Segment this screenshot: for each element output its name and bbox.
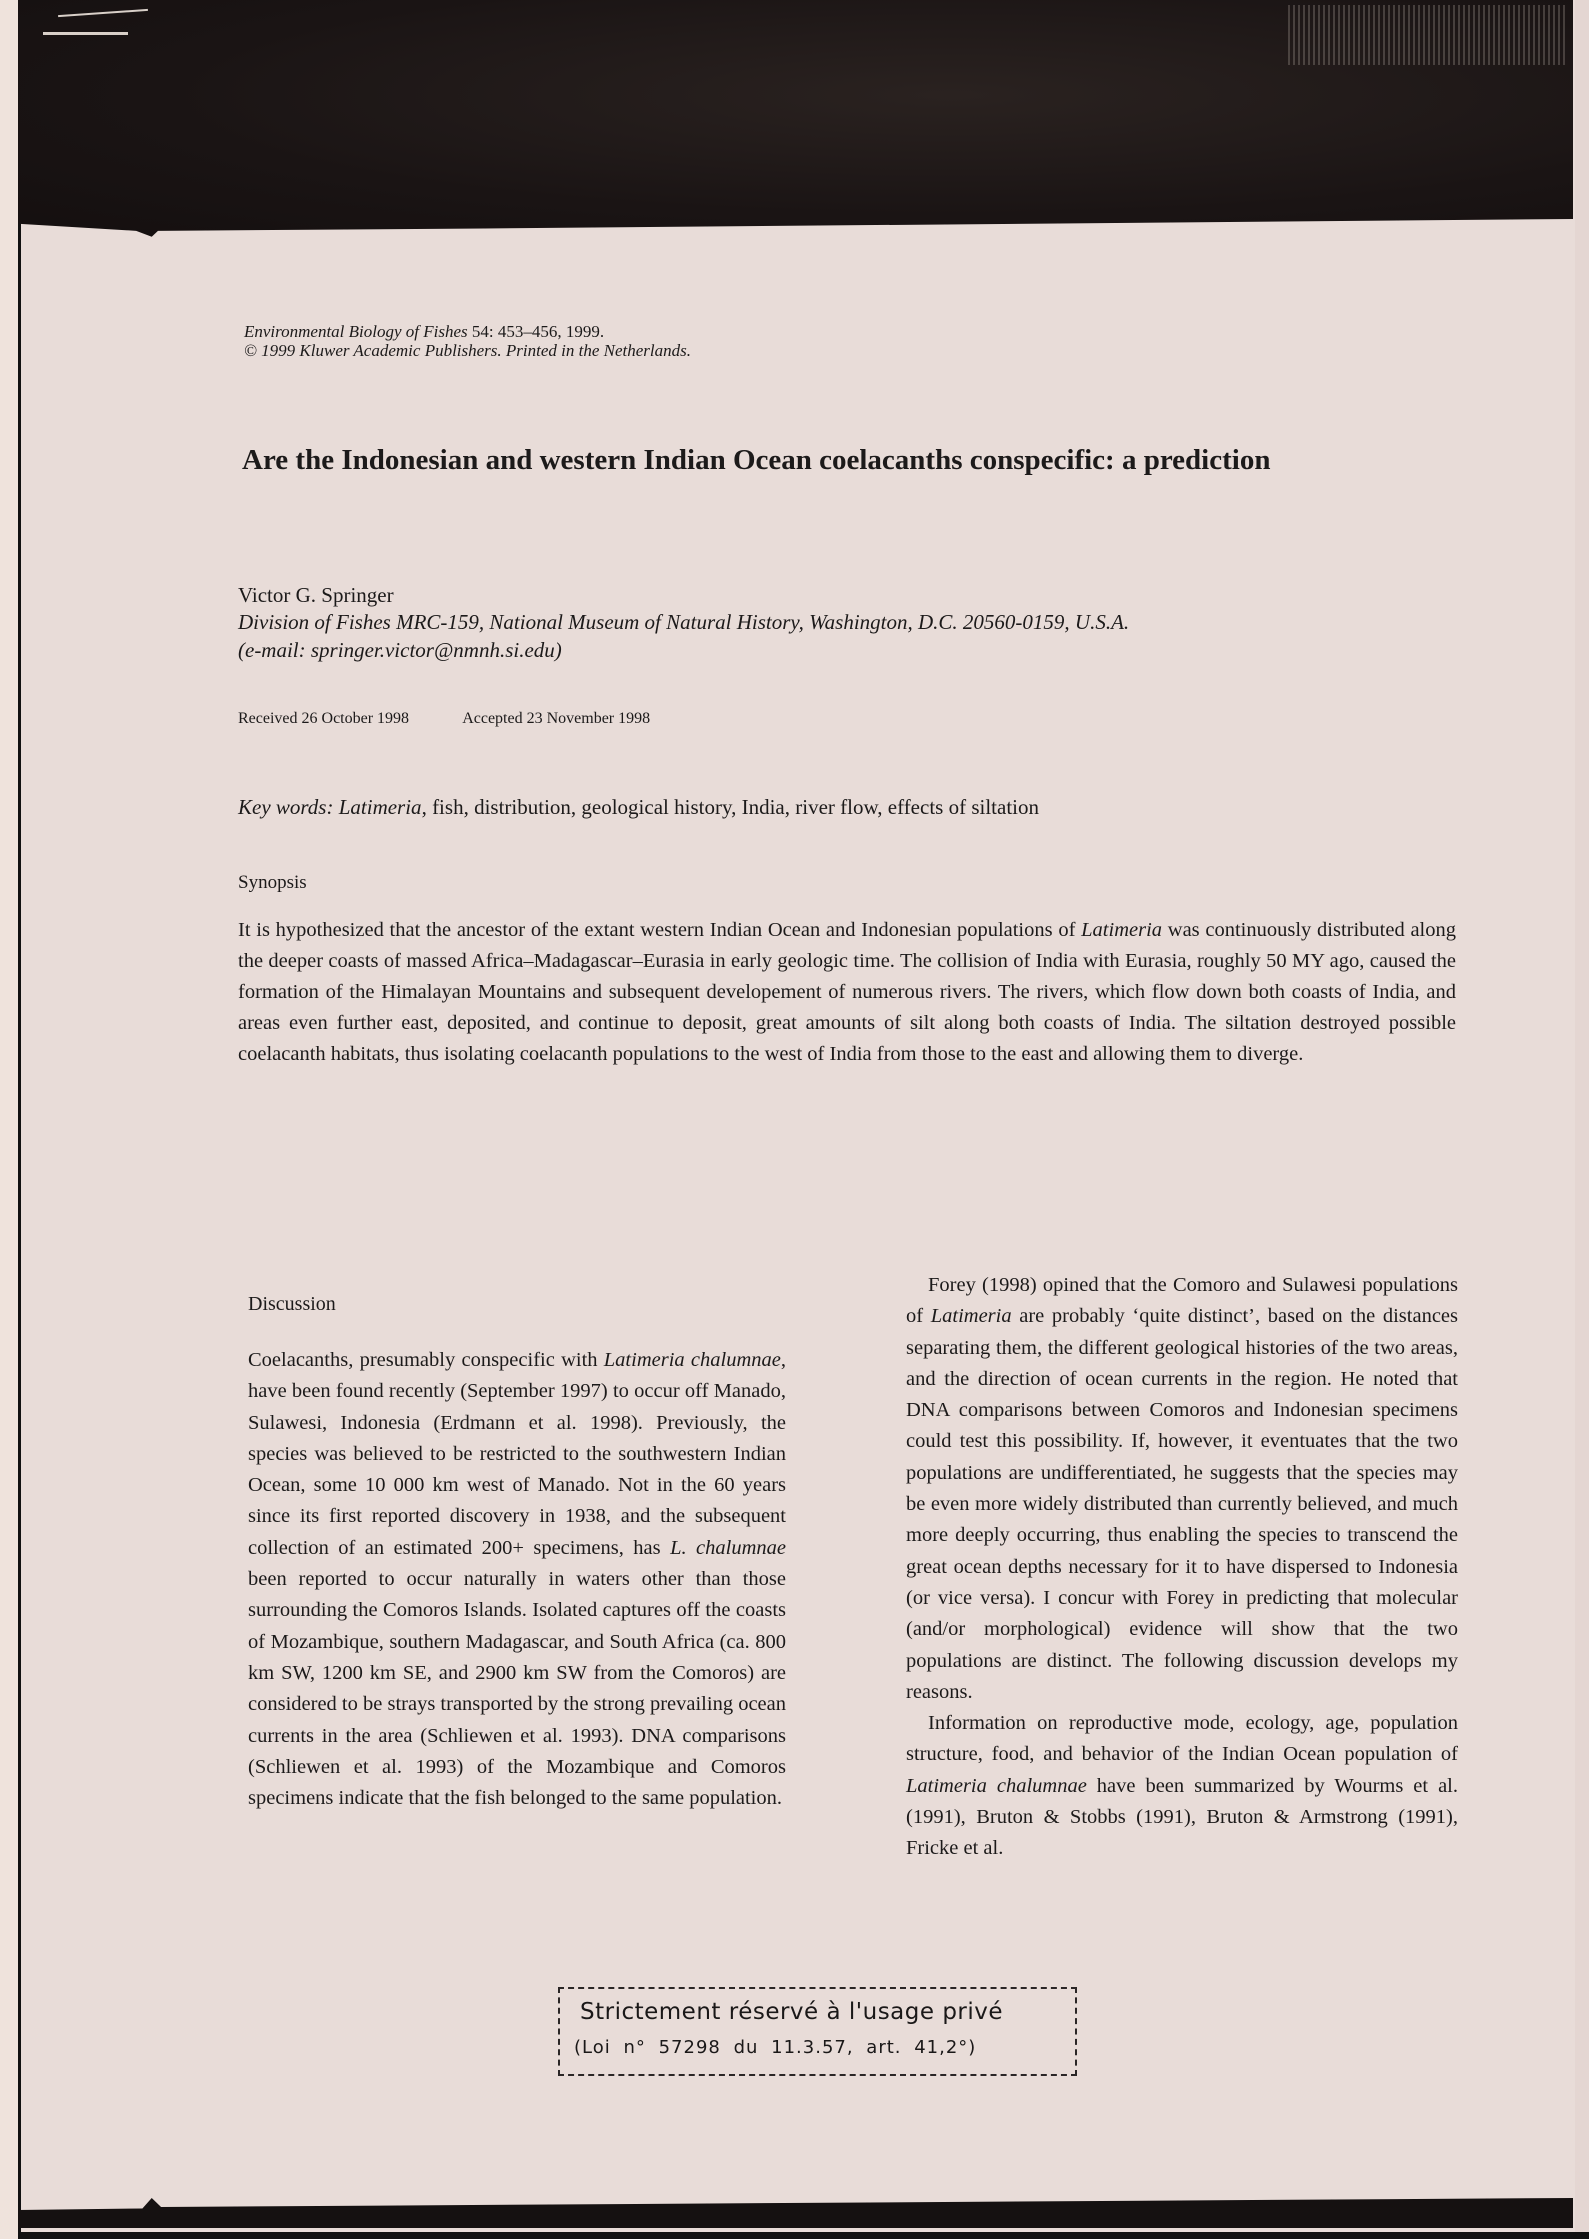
discussion-heading: Discussion: [248, 1293, 336, 1315]
accepted-date: Accepted 23 November 1998: [462, 710, 651, 727]
author-email: (e-mail: springer.victor@nmnh.si.edu): [238, 638, 562, 662]
synopsis-heading: Synopsis: [238, 872, 307, 893]
discussion-column-right: [906, 1270, 1458, 1865]
author-name: Victor G. Springer: [238, 583, 394, 607]
library-stamp: [558, 1987, 1077, 2076]
keywords-list: , fish, distribution, geological history, India, river flow, effects of siltation: [421, 795, 1039, 819]
paragraph: Forey (1998) opined that the Comoro and Sulawesi populations of Latimeria are probably ‘quite distinct’, based on the distances separating them, the different geological histories of the two areas, and the direction of ocean currents in the region. He noted that DNA comparisons between Comoros and Indonesian specimens could test this possibility. If, however, it eventuates that the two populations are undifferentiated, he suggests that the species may be even more widely distributed than currently believed, and much more deeply occurring, thus enabling the species to transcend the great ocean depths necessary for it to have dispersed to Indonesia (or vice versa). I concur with Forey in predicting that molecular (and/or morphological) evidence will show that the two populations are distinct. The following discussion develops my reasons.: [906, 1274, 1459, 1703]
stamp-line-2: (Loi n° 57298 du 11.3.57, art. 41,2°): [574, 2037, 977, 2058]
journal-citation: Environmental Biology of Fishes 54: 453–456, 1999.: [244, 322, 605, 341]
article-dates: [238, 710, 700, 728]
keywords-genus: Latimeria: [338, 795, 422, 819]
keywords: [238, 795, 1039, 820]
author-affiliation: Division of Fishes MRC-159, National Museum of Natural History, Washington, D.C. 20560-0159, U.S.A.: [238, 610, 1130, 634]
discussion-column-left: [248, 1345, 786, 1814]
copyright-line: © 1999 Kluwer Academic Publishers. Printed in the Netherlands.: [244, 341, 692, 360]
stamp-line-1: Strictement réservé à l'usage privé: [580, 1999, 1004, 2025]
received-date: Received 26 October 1998: [238, 710, 410, 727]
paragraph: Information on reproductive mode, ecology, age, population structure, food, and behavior of the Indian Ocean population of Latimeria chalumnae have been summarized by Wourms et al. (1991), Bruton & Stobbs (1991), Bruton & Armstrong (1991), Fricke et al.: [906, 1712, 1458, 1860]
article-title: Are the Indonesian and western Indian Ocean coelacanths conspecific: a prediction: [242, 444, 1271, 476]
journal-header: [244, 322, 691, 360]
synopsis-text: It is hypothesized that the ancestor of the extant western Indian Ocean and Indonesian populations of Latimeria was continuously distributed along the deeper coasts of massed Africa–Madagascar–Eurasia in early geologic time. The collision of India with Eurasia, roughly 50 MY ago, caused the formation of the Himalayan Mountains and subsequent developement of numerous rivers. The rivers, which flow down both coasts of India, and areas even further east, deposited, and continue to deposit, great amounts of silt along both coasts of India. The siltation destroyed possible coelacanth habitats, thus isolating coelacanth populations to the west of India from those to the east and allowing them to diverge.: [238, 919, 1456, 1065]
paragraph: Coelacanths, presumably conspecific with Latimeria chalumnae, have been found recently (September 1997) to occur off Manado, Sulawesi, Indonesia (Erdmann et al. 1998). Previously, the species was believed to be restricted to the southwestern Indian Ocean, some 10 000 km west of Manado. Not in the 60 years since its first reported discovery in 1938, and the subsequent collection of an estimated 200+ specimens, has L. chalumnae been reported to occur naturally in waters other than those surrounding the Comoros Islands. Isolated captures off the coasts of Mozambique, southern Madagascar, and South Africa (ca. 800 km SW, 1200 km SE, and 2900 km SW from the Comoros) are considered to be strays transported by the strong prevailing ocean currents in the area (Schliewen et al. 1993). DNA comparisons (Schliewen et al. 1993) of the Mozambique and Comoros specimens indicate that the fish belonged to the same population.: [248, 1349, 786, 1810]
keywords-label: Key words:: [238, 795, 334, 819]
